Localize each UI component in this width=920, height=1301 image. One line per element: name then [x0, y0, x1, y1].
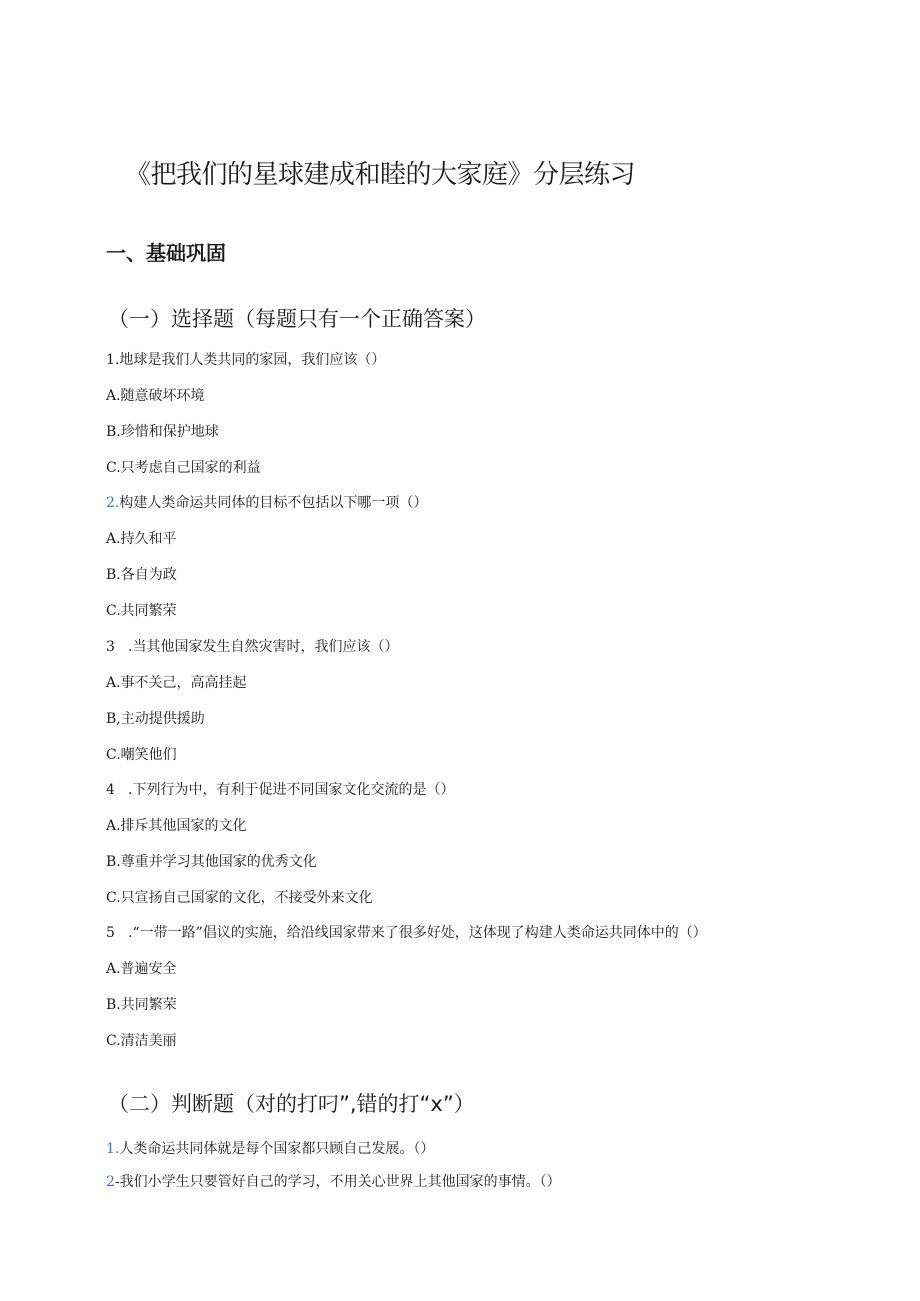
- q5-option-a: A.普遍安全: [106, 961, 177, 977]
- q3-option-b: B,主动提供援助: [106, 711, 205, 727]
- question-number: 1.: [106, 352, 120, 368]
- q4-option-a: A.排斥其他国家的文化: [106, 818, 247, 834]
- question-number: 5: [106, 925, 115, 941]
- question-number: 1.: [106, 1141, 120, 1157]
- q2-option-c: C.共同繁荣: [106, 603, 177, 619]
- question-text: 地球是我们人类共同的家园，我们应该（）: [119, 352, 386, 368]
- question-5: [106, 922, 707, 942]
- q1-option-c: C.只考虑自己国家的利益: [106, 460, 261, 476]
- question-3: [106, 636, 398, 656]
- part-heading-choice: （一）选择题（每题只有一个正确答案）: [108, 307, 486, 331]
- question-number: 2: [106, 1174, 115, 1190]
- question-1: [106, 349, 385, 369]
- q5-option-c: C.清洁美丽: [106, 1033, 177, 1049]
- page-title: 《把我们的星球建成和睦的大家庭》分层练习: [125, 160, 636, 190]
- q2-option-b: B.各自为政: [106, 567, 177, 583]
- question-text: 我们小学生只要管好自己的学习，不用关心世界上其他国家的事情。（）: [119, 1174, 561, 1190]
- q4-option-b: B.尊重并学习其他国家的优秀文化: [106, 854, 317, 870]
- q1-option-b: B.珍惜和保护地球: [106, 424, 219, 440]
- question-text: .“一带一路”倡议的实施，给沿线国家带来了很多好处，这体现了构建人类命运共同体中的（）: [128, 925, 707, 941]
- question-4: [106, 779, 454, 799]
- question-text: 人类命运共同体就是每个国家都只顾自己发展。（）: [119, 1141, 435, 1157]
- question-number: 4: [106, 782, 115, 798]
- question-2: [106, 492, 427, 512]
- q5-option-b: B.共同繁荣: [106, 997, 177, 1013]
- judgement-1: [106, 1138, 434, 1158]
- q1-option-a: A.随意破坏环境: [106, 388, 205, 404]
- question-text: .当其他国家发生自然灾害时，我们应该（）: [128, 639, 399, 655]
- part-heading-judgement: （二）判断题（对的打叼”,错的打“x”）: [108, 1092, 475, 1116]
- judgement-2: [106, 1171, 561, 1191]
- question-separator: -: [114, 1174, 120, 1190]
- question-text: .下列行为中，有利于促进不同国家文化交流的是（）: [128, 782, 455, 798]
- q3-option-c: C.嘲笑他们: [106, 747, 177, 763]
- q2-option-a: A.持久和平: [106, 531, 177, 547]
- q3-option-a: A.事不关己，高高挂起: [106, 675, 247, 691]
- question-number: 3: [106, 639, 115, 655]
- q4-option-c: C.只宣扬自己国家的文化，不接受外来文化: [106, 890, 373, 906]
- section-heading-basic: 一、基础巩固: [106, 241, 226, 265]
- question-text: 构建人类命运共同体的目标不包括以下哪一项（）: [119, 495, 428, 511]
- question-number: 2.: [106, 495, 120, 511]
